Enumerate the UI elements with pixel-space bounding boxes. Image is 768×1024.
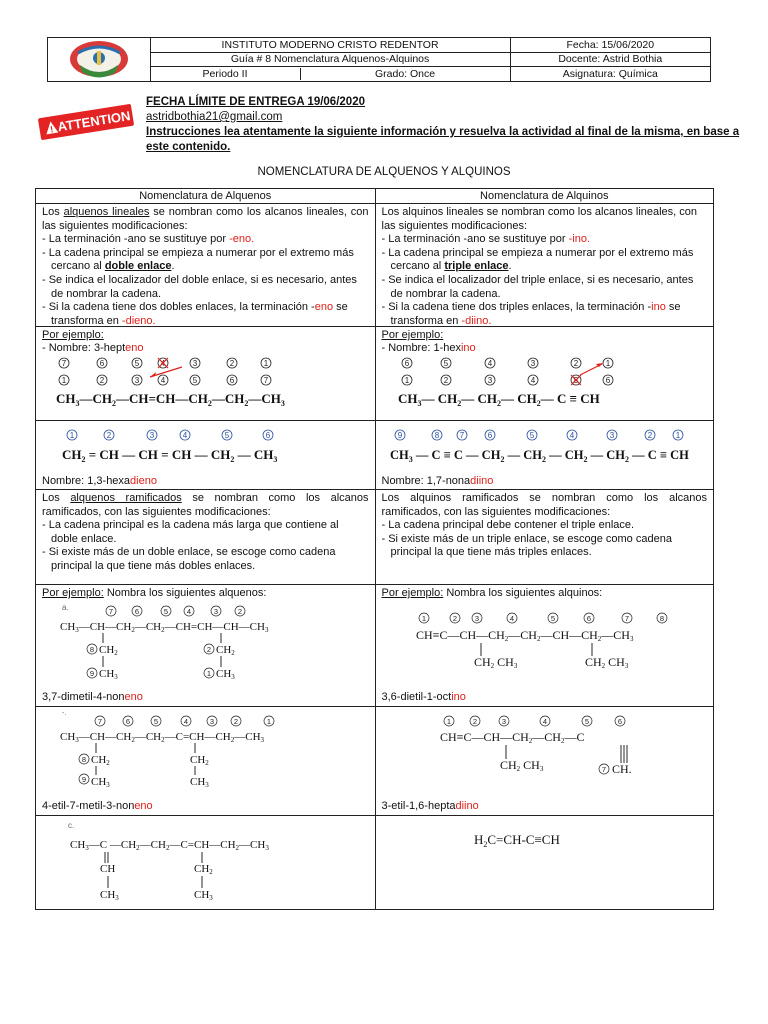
svg-text:6: 6 xyxy=(134,607,140,616)
svg-text:3: 3 xyxy=(134,376,140,385)
svg-text:CH3: CH3 xyxy=(91,776,110,789)
alkyne-exercise-1: Por ejemplo: Nombra los siguientes alquinos: 1 2 3 4 5 6 7 8 CH≡C—CH—CH2—CH2—CH—CH2—CH3 CH2 CH3 CH2 CH3 3,6-dietil-1-octino xyxy=(375,585,714,706)
period-grade-cell xyxy=(150,67,510,82)
alkenes-heading: Nomenclatura de Alquenos xyxy=(139,190,272,202)
svg-text:7: 7 xyxy=(108,607,114,616)
svg-text:7: 7 xyxy=(459,431,464,440)
svg-text:CH2: CH2 xyxy=(99,644,118,657)
svg-text:CH3: CH3 xyxy=(100,889,119,902)
svg-text:4: 4 xyxy=(183,717,189,726)
svg-text:4: 4 xyxy=(487,359,492,368)
svg-text:3: 3 xyxy=(474,614,479,623)
alkyne-diyne-example: 9 8 7 6 5 4 3 2 1 $CH_3$ — C ≡ C — $CH_2$ — $CH_2$ — $CH_2$ — $CH_2$ — C ≡ CH Nombre: 1,7-nonadiino xyxy=(375,421,714,489)
instructions-block xyxy=(146,95,746,155)
enyne-exercise-structure xyxy=(382,818,712,906)
diethyloctyne-structure xyxy=(382,600,712,686)
date: Fecha: 15/06/2020 xyxy=(510,38,710,53)
alkene-linear-example: Por ejemplo: - Nombre: 3-hepteno 7 6 5 3 2 1 1 2 3 4 5 6 7 $CH_3—CH_2—CH=CH—CH_2—CH_2—CH_3$ xyxy=(36,327,375,420)
svg-text:6: 6 xyxy=(125,717,131,726)
svg-text:4: 4 xyxy=(160,376,166,385)
alkene-exercise-1: Por ejemplo: Nombra los siguientes alquenos: a. 7 6 5 4 3 2 8 9 2 1 CH3—CH—CH2—CH2—CH=CH—CH—CH3 CH2 CH3 CH2 CH3 3,7-dimetil-4-noneno xyxy=(36,585,375,706)
svg-text:CH2: CH2 xyxy=(194,863,213,876)
svg-text:7: 7 xyxy=(624,614,629,623)
svg-text:2: 2 xyxy=(233,717,239,726)
svg-text:1: 1 xyxy=(421,614,426,623)
svg-text:5: 5 xyxy=(153,717,159,726)
svg-text:3: 3 xyxy=(213,607,219,616)
svg-text:1: 1 xyxy=(675,431,680,440)
heptene-structure xyxy=(42,355,372,413)
svg-text:7: 7 xyxy=(61,359,67,368)
svg-text:CH≡C—CH—CH2—CH2—C: CH≡C—CH—CH2—CH2—C xyxy=(439,730,584,745)
svg-text:CH2 = CH — CH = CH — CH2 — CH3: $CH_2$ = CH — CH = CH — $CH_2$ — $CH_3$ xyxy=(62,447,278,464)
svg-text:a.: a. xyxy=(62,603,69,612)
svg-text:3: 3 xyxy=(209,717,215,726)
ethylmethylnonene-structure xyxy=(42,709,372,795)
svg-text:1: 1 xyxy=(605,359,610,368)
guide-title: Guía # 8 Nomenclatura Alquenos-Alquinos xyxy=(150,52,510,67)
svg-text:2: 2 xyxy=(472,717,477,726)
contact-email[interactable]: astridbothia21@gmail.com xyxy=(146,111,283,123)
alkyne-linear-example: Por ejemplo: - Nombre: 1-hexino 6 5 4 3 2 1 1 2 3 4 6 $CH_3—$ $CH_2—$ $CH_2—$ $CH_2—$ C ≡ CH xyxy=(375,327,714,420)
svg-text:CH2: CH2 xyxy=(216,644,235,657)
alkyne-branched-rules: Los alquinos ramificados se nombran como los alcanos ramificados, con las siguientes modificaciones: - La cadena principal debe contener el triple enlace. - Si existe más de un triple enlace, se escoge como cadena principal la que tiene más triples enlaces. xyxy=(375,490,714,584)
svg-text:6: 6 xyxy=(487,431,492,440)
svg-text:CH2: CH2 xyxy=(91,754,110,767)
svg-text:CH2 CH3: CH2 CH3 xyxy=(499,758,543,773)
svg-text:7: 7 xyxy=(601,765,606,774)
hexyne-structure xyxy=(382,355,712,413)
svg-text:CH3—CH—CH2—CH2—CH=CH—CH—CH3: CH3—CH—CH2—CH2—CH=CH—CH—CH3 xyxy=(60,621,269,634)
teacher: Docente: Astrid Bothia xyxy=(510,52,710,67)
alkene-exercise-2: -. 7 6 5 4 3 2 1 8 9 CH3—CH—CH2—CH2—C=CH—CH2—CH3 CH2 CH3 CH2 CH3 4-etil-7-metil-3-noneno xyxy=(36,707,375,815)
alkyne-linear-rules: Los alquinos lineales se nombran como los alcanos lineales, con las siguientes modificaciones: - La terminación -ano se sustituye por -ino. - La cadena principal se empieza a numerar por el extremo más cercano al triple enlace. - Se indica el localizador del triple enlace, si es necesario, antes de nombrar la cadena. - Si la cadena tiene dos triples enlaces, la terminación -ino se transforma en -diino. xyxy=(375,204,714,326)
ethylheptadiyne-structure xyxy=(382,709,712,795)
svg-text:6: 6 xyxy=(265,431,271,440)
svg-text:8: 8 xyxy=(81,755,87,764)
period: Periodo II xyxy=(151,68,301,80)
svg-text:6: 6 xyxy=(404,359,409,368)
dimethylnonene-structure xyxy=(42,600,372,686)
alkene-exercise-3 xyxy=(36,816,375,909)
school-logo xyxy=(48,38,151,82)
svg-text:5: 5 xyxy=(529,431,534,440)
svg-text:-.: -. xyxy=(62,710,67,717)
svg-text:2: 2 xyxy=(443,376,448,385)
svg-text:6: 6 xyxy=(617,717,622,726)
alkene-diene-example: 1 2 3 4 5 6 $CH_2$ = CH — CH = CH — $CH_2$ — $CH_3$ Nombre: 1,3-hexadieno xyxy=(36,421,375,489)
nonadiyne-structure xyxy=(382,423,712,469)
svg-text:4: 4 xyxy=(186,607,192,616)
page-title: NOMENCLATURA DE ALQUENOS Y ALQUINOS xyxy=(257,166,511,178)
svg-text:5: 5 xyxy=(134,359,140,368)
hexadiene-structure xyxy=(42,423,372,469)
svg-text:CH3—CH—CH2—CH2—C=CH—CH2—CH3: CH3—CH—CH2—CH2—C=CH—CH2—CH3 xyxy=(60,731,265,744)
svg-text:6: 6 xyxy=(99,359,105,368)
svg-text:ATTENTION: ATTENTION xyxy=(56,108,132,135)
svg-text:5: 5 xyxy=(224,431,230,440)
svg-text:2: 2 xyxy=(573,359,578,368)
attention-stamp xyxy=(36,104,136,140)
svg-text:CH3 — C ≡ C — CH2 — CH2 — CH2: $CH_3$ — C ≡ C — $CH_2$ — $CH_2$ — $CH_2$ — $CH_2$ — C ≡ CH xyxy=(389,448,689,464)
institution-name: INSTITUTO MODERNO CRISTO REDENTOR xyxy=(150,38,510,53)
svg-text:6: 6 xyxy=(229,376,235,385)
svg-text:CH: CH xyxy=(100,863,116,875)
svg-text:9: 9 xyxy=(397,431,402,440)
svg-text:4: 4 xyxy=(530,376,535,385)
svg-text:3: 3 xyxy=(530,359,535,368)
svg-text:7: 7 xyxy=(97,717,103,726)
deadline: FECHA LÍMITE DE ENTREGA 19/06/2020 xyxy=(146,96,365,108)
svg-text:H2C=CH-C≡CH: $H_2C=CH-C\equiv CH$ xyxy=(473,832,560,849)
svg-text:3: 3 xyxy=(501,717,506,726)
instructions-text: Instrucciones lea atentamente la siguiente información y resuelva la actividad al final de la misma, en base a este contenido. xyxy=(146,126,740,153)
svg-text:2: 2 xyxy=(99,376,105,385)
svg-text:1: 1 xyxy=(263,359,269,368)
svg-text:5: 5 xyxy=(550,614,555,623)
svg-text:5: 5 xyxy=(584,717,589,726)
svg-text:4: 4 xyxy=(182,431,188,440)
svg-text:CH2: CH2 xyxy=(190,754,209,767)
svg-text:3: 3 xyxy=(149,431,155,440)
svg-text:4: 4 xyxy=(542,717,547,726)
alkene-branched-rules: Los alquenos ramificados se nombran como los alcanos ramificados, con las siguientes modificaciones: - La cadena principal es la cadena más larga que contiene al doble enlace. - Si existe más de un doble enlace, se escoge como cadena principal la que tiene más dobles enlaces. xyxy=(42,492,369,572)
svg-text:4: 4 xyxy=(509,614,514,623)
svg-text:2: 2 xyxy=(237,607,243,616)
svg-text:6: 6 xyxy=(605,376,610,385)
svg-text:5: 5 xyxy=(443,359,448,368)
svg-text:8: 8 xyxy=(89,645,95,654)
svg-text:4: 4 xyxy=(569,431,574,440)
svg-text:1: 1 xyxy=(266,717,272,726)
svg-text:1: 1 xyxy=(61,376,67,385)
svg-text:1: 1 xyxy=(69,431,75,440)
svg-text:6: 6 xyxy=(586,614,591,623)
svg-text:CH3—CH2—CH=CH—CH2—CH2—CH3: $CH_3—CH_2—CH=CH—CH_2—CH_2—CH_3$ xyxy=(56,391,285,408)
svg-text:5: 5 xyxy=(163,607,169,616)
svg-text:CH3: CH3 xyxy=(190,776,209,789)
alkyne-exercise-2: 1 2 3 4 5 6 7 CH≡C—CH—CH2—CH2—C CH2 CH3 CH. 3-etil-1,6-heptadiino xyxy=(375,707,714,815)
svg-text:CH3—C —CH2—CH2—C=CH—CH2—CH3: CH3—C —CH2—CH2—C=CH—CH2—CH3 xyxy=(70,839,269,852)
svg-text:5: 5 xyxy=(192,376,198,385)
svg-text:CH2 CH3: CH2 CH3 xyxy=(584,655,628,670)
svg-text:CH2 CH3: CH2 CH3 xyxy=(473,655,517,670)
svg-text:1: 1 xyxy=(404,376,409,385)
svg-text:1: 1 xyxy=(446,717,451,726)
svg-text:3: 3 xyxy=(487,376,492,385)
nomenclature-table xyxy=(35,188,714,910)
svg-text:2: 2 xyxy=(106,431,112,440)
svg-text:8: 8 xyxy=(659,614,664,623)
svg-text:2: 2 xyxy=(647,431,652,440)
alkene-linear-rules: Los alquenos lineales se nombran como los alcanos lineales, con las siguientes modificaciones: - La terminación -ano se sustituye por -eno. - La cadena principal se empieza a numerar por el extremo más cercano al doble enlace. - Se indica el localizador del doble enlace, si es necesario, antes de nombrar la cadena. - Si la cadena tiene dos dobles enlaces, la terminación -eno se transforma en -dieno. xyxy=(42,206,369,327)
svg-text:c.: c. xyxy=(68,821,75,830)
svg-text:CH≡C—CH—CH2—CH2—CH—CH2—CH3: CH≡C—CH—CH2—CH2—CH—CH2—CH3 xyxy=(415,628,633,643)
svg-text:!: ! xyxy=(49,124,55,135)
svg-text:2: 2 xyxy=(229,359,235,368)
svg-text:CH3: CH3 xyxy=(99,668,118,681)
grade: Grado: Once xyxy=(374,67,436,80)
subject: Asignatura: Química xyxy=(510,67,710,82)
alkynes-heading: Nomenclatura de Alquinos xyxy=(375,189,714,203)
svg-text:CH3— CH2— CH2— CH2— C ≡ CH: $CH_3—$ $CH_2—$ $CH_2—$ $CH_2—$ C ≡ CH xyxy=(397,391,600,408)
diene-exercise-structure xyxy=(42,818,372,906)
svg-text:2: 2 xyxy=(206,645,212,654)
svg-text:2: 2 xyxy=(452,614,457,623)
svg-text:9: 9 xyxy=(81,775,87,784)
svg-text:3: 3 xyxy=(609,431,614,440)
svg-text:CH3: CH3 xyxy=(194,889,213,902)
svg-text:7: 7 xyxy=(263,376,269,385)
alkyne-exercise-3 xyxy=(375,816,714,909)
svg-text:CH.: CH. xyxy=(611,762,632,776)
header-table xyxy=(47,37,711,82)
school-crest-icon xyxy=(68,39,130,79)
svg-text:1: 1 xyxy=(206,669,212,678)
svg-text:CH3: CH3 xyxy=(216,668,235,681)
svg-text:9: 9 xyxy=(89,669,95,678)
svg-text:8: 8 xyxy=(434,431,439,440)
svg-text:3: 3 xyxy=(192,359,198,368)
